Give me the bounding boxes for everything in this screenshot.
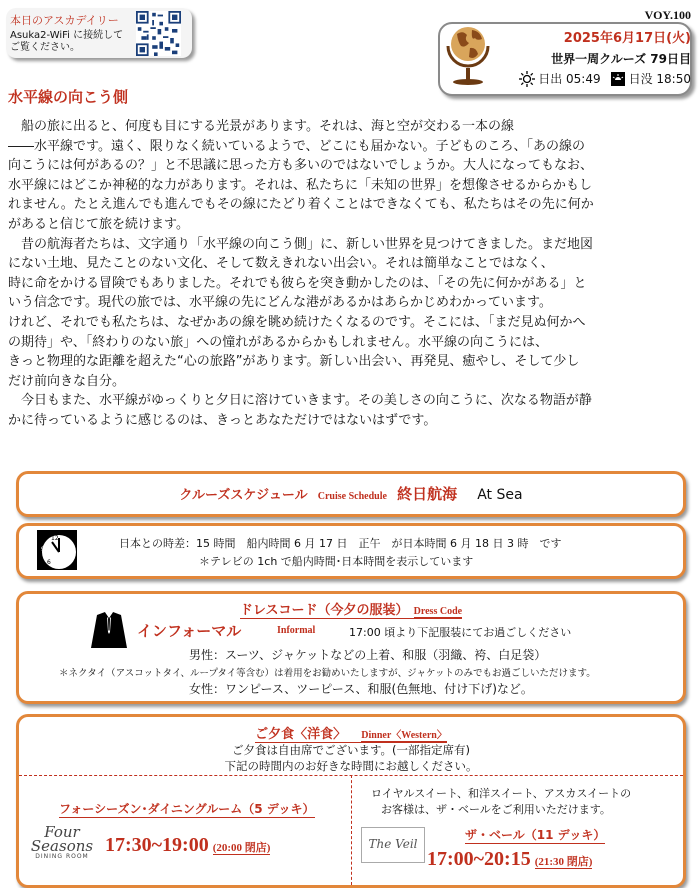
voyage-number: VOY.100 (644, 8, 691, 22)
dinner-note-1: ご夕食は自由席でございます。(一部指定席有) (231, 743, 471, 757)
daily-info-card (6, 8, 192, 58)
svg-text:9: 9 (41, 546, 45, 553)
sun-times (519, 70, 691, 87)
article-body: 船の旅に出ると、何度も目にする光景があります。それは、海と空が交わる一本の線 ――水平線です。遠く、限りなく続いているようで、どこにも届かない。子どものころ、「あの線の 向こうには何があるの？」と不思議に思った方も多いのではないでしょうか。大人になってもなお、 水平線にはどこか神秘的な力があります。それは、私たちに「未知の世界」を想像させるからかもし れません。たとえ進んでも進んでもその線にたどり着くことはできなくても、私たちはその先に何か があると信じて旅を続けます。 昔の航海者たちは、文字通り「水平線の向こう側」に、新しい世界を見つけてきました。まだ地図 にない土地、見たことのない文化、そして数えきれない出会い。それは簡単なことではなく、 時に命をかける冒険でもありました。それでも彼らを突き動かしたのは、「その先に何かがある」と いう信念です。現代の旅では、水平線の先にどんな港があるかはあらかじめわかっています。 けれど、それでも私たちは、なぜかあの線を眺め続けたくなるのです。そこには、「まだ見ぬ何かへ の期待」や、「終わりのない旅」への憧れがあるからかもしれません。水平線の向こうには、 きっと物理的な距離を超えた“心の旅路”があります。新しい出会い、再発見、癒やし、そして少し だけ前向きな自分。 今日もまた、水平線がゆっくりと夕日に溶けていきます。その美しさの向こうに、次なる物語が静 かに待っているように感じるのは、きっとあなただけではないはずです。 (8, 119, 594, 428)
dinner-title-en: Dinner〈Western〉 (361, 730, 447, 741)
dress-code-title: ドレスコード（今夕の服装） (239, 603, 409, 618)
dress-type: インフォーマル (137, 622, 242, 640)
veil-note-1: ロイヤルスイート、和洋スイート、アスカスイートの (371, 787, 632, 800)
dress-women: 女性：ワンピース、ツーピース、和服(色無地、付け下げ)など。 (189, 682, 533, 696)
dress-code-box (16, 591, 686, 704)
dress-time-note: 17:00 頃より下記服装にてお過ごしください (349, 626, 572, 639)
sunset-time: 日没 18:50 (628, 72, 691, 86)
qr-code-icon[interactable] (136, 11, 181, 56)
dress-type-en: Informal (277, 625, 316, 636)
veil-note-2: お客様は、ザ・ベールをご利用いただけます。 (381, 803, 611, 816)
veil-time: 17:00~20:15 (21:30 閉店) (427, 848, 593, 870)
cruise-schedule-box (16, 471, 686, 517)
sunrise-time: 日出 05:49 (538, 72, 601, 86)
time-difference-text: 日本との時差：15 時間 船内時間 6 月 17 日 正午 が日本時間 6 月 18 日 3 時 です (119, 537, 562, 550)
schedule-label-en: Cruise Schedule (317, 491, 387, 502)
veil-logo: The Veil (361, 827, 425, 863)
dinner-title: ご夕食〈洋食〉 (255, 727, 347, 742)
veil-name: ザ・ベール（11 デッキ） (465, 828, 606, 842)
time-difference-box (16, 523, 686, 579)
schedule-day: 終日航海 (397, 485, 458, 503)
daily-label: 本日のアスカデイリー (10, 14, 119, 27)
suit-icon (89, 612, 129, 650)
article-title: 水平線の向こう側 (8, 88, 129, 106)
wifi-note: Asuka2-WiFi に接続して ご覧ください。 (10, 30, 124, 53)
four-seasons-time: 17:30~19:00 (20:00 閉店) (105, 834, 271, 856)
dinner-note-2: 下記の時間内のお好きな時間にお越しください。 (224, 759, 478, 773)
svg-text:12: 12 (51, 535, 59, 542)
schedule-day-en: At Sea (477, 487, 523, 503)
four-seasons-name: フォーシーズン･ダイニングルーム（5 デッキ） (59, 802, 315, 816)
date: 2025年6月17日(火) (563, 31, 691, 46)
time-difference-note: ＊テレビの 1ch で船内時間･日本時間を表示しています (199, 555, 474, 568)
dress-tie-note: ＊ネクタイ（アスコットタイ、ループタイ等含む）は着用をお勧めいたしますが、ジャケットのみでもお過ごしいただけます。 (59, 668, 596, 679)
schedule-label: クルーズスケジュール (179, 488, 308, 503)
sunset-icon (610, 71, 626, 87)
divider (351, 775, 352, 885)
dress-code-title-en: Dress Code (413, 606, 463, 617)
svg-text:6: 6 (47, 559, 51, 566)
clock-icon (37, 530, 77, 570)
globe-icon (442, 16, 494, 86)
four-seasons-logo: Four Seasons DINING ROOM (30, 823, 94, 860)
dinner-box (16, 714, 686, 888)
dress-men: 男性：スーツ、ジャケットなどの上着、和服（羽織、袴、白足袋） (189, 648, 547, 662)
cruise-day: 世界一周クルーズ 79日目 (551, 52, 691, 66)
sunrise-icon (519, 71, 535, 87)
